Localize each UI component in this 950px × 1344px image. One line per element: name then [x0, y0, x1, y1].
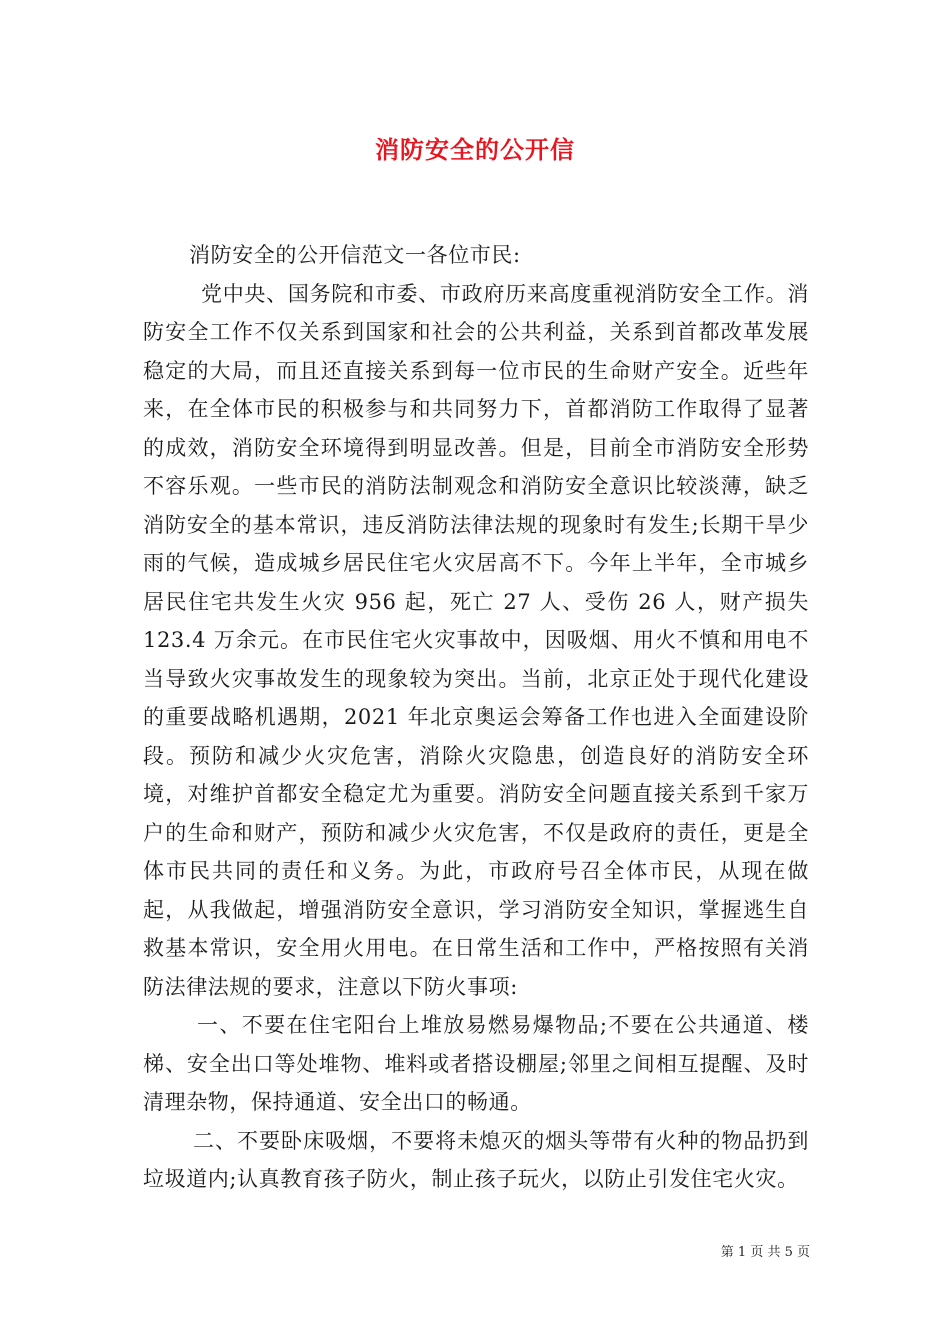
salutation: 消防安全的公开信范文一各位市民: [189, 243, 521, 267]
document-body [143, 236, 809, 1199]
page-number-footer: 第 1 页 共 5 页 [720, 1245, 810, 1260]
paragraph-main: 党中央、国务院和市委、市政府历来高度重视消防安全工作。消防安全工作不仅关系到国家和社会的公共利益，关系到首都改革发展稳定的大局，而且还直接关系到每一位市民的生命财产安全。近些年来，在全体市民的积极参与和共同努力下，首都消防工作取得了显著的成效，消防安全环境得到明显改善。但是，目前全市消防安全形势不容乐观。一些市民的消防法制观念和消防安全意识比较淡薄，缺乏消防安全的基本常识，违反消防法律法规的现象时有发生;长期干旱少雨的气候，造成城乡居民住宅火灾居高不下。今年上半年，全市城乡居民住宅共发生火灾 956 起，死亡 27 人、受伤 26 人，财产损失 123.4 万余元。在市民住宅火灾事故中，因吸烟、用火不慎和用电不当导致火灾事故发生的现象较为突出。当前，北京正处于现代化建设的重要战略机遇期，2021 年北京奥运会筹备工作也进入全面建设阶段。预防和减少火灾危害，消除火灾隐患，创造良好的消防安全环境，对维护首都安全稳定尤为重要。消防安全问题直接关系到千家万户的生命和财产，预防和减少火灾危害，不仅是政府的责任，更是全体市民共同的责任和义务。为此，市政府号召全体市民，从现在做起，从我做起，增强消防安全意识，学习消防安全知识，掌握逃生自救基本常识，安全用火用电。在日常生活和工作中，严格按照有关消防法律法规的要求，注意以下防火事项: [143, 281, 809, 999]
paragraph-item-two: 二、不要卧床吸烟，不要将未熄灭的烟头等带有火种的物品扔到垃圾道内;认真教育孩子防火，制止孩子玩火，以防止引发住宅火灾。 [143, 1128, 809, 1191]
page-title: 消防安全的公开信 [375, 135, 575, 164]
paragraph-item-one: 一、不要在住宅阳台上堆放易燃易爆物品;不要在公共通道、楼梯、安全出口等处堆物、堆料或者搭设棚屋;邻里之间相互提醒、及时清理杂物，保持通道、安全出口的畅通。 [143, 1013, 809, 1114]
